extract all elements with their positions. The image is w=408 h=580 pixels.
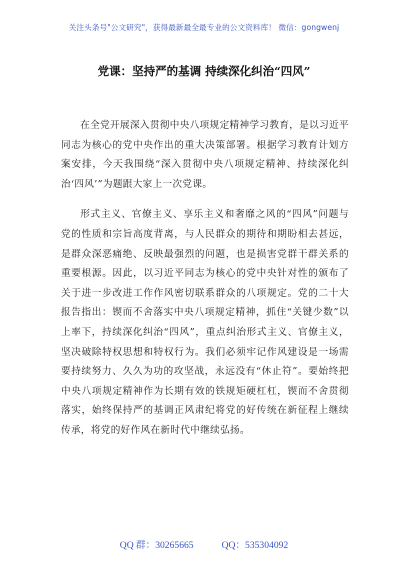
document-title: 党课：坚持严的基调 持续深化纠治“四风” xyxy=(97,64,311,78)
paragraph: 形式主义、官僚主义、享乐主义和奢靡之风的“四风”问题与党的性质和宗旨高度背离，与人民群众的期待和期盼相去甚远，是群众深恶痛绝、反映最强烈的问题，也是损害党群干群关系的重要根源。因此，以习近平同志为核心的党中央针对性的颁布了关于进一步改进工作作风密切联系群众的八项规定。党的二十大报告指出：锲而不舍落实中央八项规定精神，抓住“关键少数”以上率下，持续深化纠治“四风”，重点纠治形式主义、官僚主义，坚决破除特权思想和特权行为。我们必须牢记作风建设是一场需要持续努力、久久为功的攻坚战，永远没有“休止符”。要始终把中央八项规定精神作为长期有效的铁规矩硬杠杠，锲而不舍贯彻落实，始终保持严的基调正风肃纪将党的好传统在新征程上继续传承，将党的好作风在新时代中继续弘扬。 xyxy=(61,209,349,436)
document-body xyxy=(61,116,349,452)
header-banner: 关注头条号"公文研究"，获得最新最全最专业的公文资料库！ 微信：gongwenj xyxy=(68,23,340,32)
paragraph: 在全党开展深入贯彻中央八项规定精神学习教育，是以习近平同志为核心的党中央作出的重大决策部署。根据学习教育计划方案安排，今天我围绕“深入贯彻中央八项规定精神、持续深化纠治‘四风’”为题跟大家上一次党课。 xyxy=(61,120,349,190)
qq-number: QQ：535304092 xyxy=(221,540,289,551)
qq-group-number: QQ 群：30265665 xyxy=(119,540,194,551)
footer-contact xyxy=(0,537,408,551)
